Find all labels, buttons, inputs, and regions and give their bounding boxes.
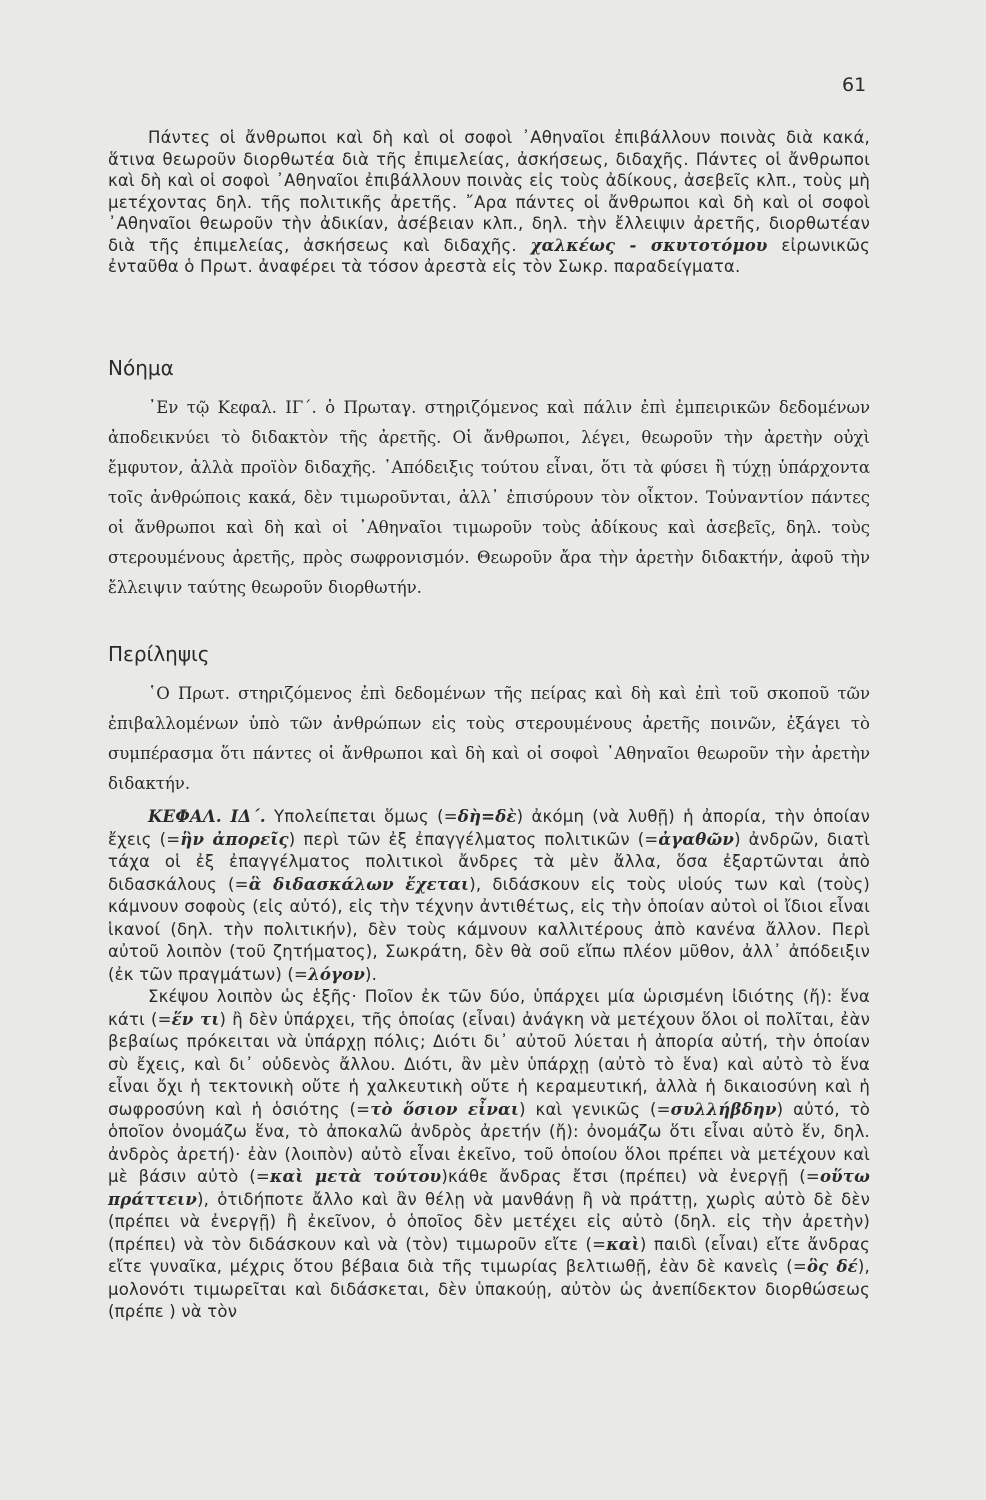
greek-term: οὕτω πράττειν (108, 1167, 871, 1209)
noima-paragraph (108, 393, 870, 603)
text-run: ) περὶ τῶν ἐξ ἐπαγγέλματος πολιτικῶν (= (288, 829, 659, 849)
text-run: ). (365, 964, 378, 984)
text-run: ), ὁτιδήποτε ἄλλο καὶ ἂν θέλῃ νὰ μανθάνῃ ἢ νὰ πράττῃ, χωρὶς αὐτὸ δὲ δὲν (πρέπει νὰ ἐνεργῇ) ἢ ἐκεῖνον, ὁ ὁποῖος δὲν μετέχει εἰς αὐτὸ (δηλ. εἰς τὴν ἀρετὴν) (πρέπει) νὰ τὸν διδάσκουν καὶ νὰ (τὸν) τιμωροῦν εἴτε (= (108, 1189, 870, 1254)
text-run: ) ἀκόμη (νὰ λυθῇ) ἡ ἀπορία, τὴν ὁποίαν ἔχεις (= (108, 807, 870, 849)
perilipsis-paragraph (108, 679, 870, 799)
text-run: ), μολονότι τιμωρεῖται καὶ διδάσκεται, δὲν ὑπακούῃ, αὐτὸν ὡς ἀνεπίδεκτον διορθώσεως (πρέπε ) νὰ τὸν (108, 1257, 870, 1321)
intro-term: χαλκέως - σκυτοτόμου (530, 235, 768, 255)
text-run: ) αὐτό, τὸ ὁποῖον ὀνομάζω ἕνα, τὸ ἀποκαλῶ ἀνδρὸς ἀρετήν (ἤ): ὀνομάζω ὅτι εἶναι αὐτὸ ἕν, δηλ. ἀνδρὸς ἀρετή)· ἐὰν (λοιπὸν) αὐτὸ εἶναι ἐκεῖνο, τοῦ ὁποίου ὅλοι πρέπει νὰ μετέχουν καὶ μὲ βάσιν αὐτὸ (= (108, 1099, 871, 1186)
text-run: )κάθε ἄνδρας ἔτσι (πρέπει) νὰ ἐνεργῇ (= (441, 1167, 820, 1186)
text-run: Υπολείπεται ὅμως (= (274, 807, 458, 826)
text-run: Σκέψου λοιπὸν ὡς ἑξῆς· Ποῖον ἐκ τῶν δύο, ὑπάρχει μία ὡρισμένη ἰδιότης (ἤ): ἕνα κάτι (= (108, 987, 870, 1029)
greek-term: τὸ ὅσιον εἶναι (370, 1099, 520, 1119)
text-run: ), διδάσκουν εἰς τοὺς υἱούς των καὶ (τοὺς) κάμνουν σοφοὺς (εἰς αὐτό), εἰς τὴν τέχνην ἀντιθέτως, εἰς τὴν ὁποίαν αὐτοὶ οἱ ἴδιοι εἶναι ἱκανοί (δηλ. τὴν πολιτικήν), δὲν τοὺς κάμνουν καλλιτέρους ἀπὸ κανένα ἄλλον. Περὶ αὐτοῦ λοιπὸν (τοῦ ζητήματος), Σωκράτη, δὲν θὰ σοῦ εἴπω πλέον μῦθον, ἀλλ᾿ ἀπόδειξιν (ἐκ τῶν πραγμάτων) (= (108, 874, 870, 984)
intro-text (108, 127, 870, 278)
chapter-label: ΚΕΦΑΛ. ΙΔ΄. (148, 807, 266, 826)
greek-term: ἕν τι (171, 1009, 220, 1029)
perilipsis-text: ῾Ο Πρωτ. στηριζόμενος ἐπὶ δεδομένων τῆς πείρας καὶ δὴ καὶ ἐπὶ τοῦ σκοποῦ τῶν ἐπιβαλλομένων ὑπὸ τῶν ἀνθρώπων εἰς τοὺς στερουμένους ἀρετῆς ποινῶν, ἐξάγει τὸ συμπέρασμα ὅτι πάντες οἱ ἄνθρωποι καὶ δὴ καὶ οἱ σοφοὶ ᾿Αθηναῖοι θεωροῦν τὴν ἀρετὴν διδακτήν. (108, 684, 870, 793)
heading-perilipsis: Περίληψις (108, 642, 210, 666)
greek-term: συλλήβδην (670, 1099, 777, 1119)
greek-term: δὴ=δὲ (457, 807, 517, 826)
greek-term: ἣν ἀπορεῖς (180, 829, 289, 849)
greek-term: ἃ διδασκάλων ἔχεται (248, 874, 470, 894)
noima-text: ᾿Εν τῷ Κεφαλ. ΙΓ΄. ὁ Πρωταγ. στηριζόμενος καὶ πάλιν ἐπὶ ἐμπειρικῶν δεδομένων ἀποδεικνύει τὸ διδακτὸν τῆς ἀρετῆς. Οἱ ἄνθρωποι, λέγει, θεωροῦν τὴν ἀρετὴν οὐχὶ ἔμφυτον, ἀλλὰ προϊὸν διδαχῆς. ᾿Απόδειξις τούτου εἶναι, ὅτι τὰ φύσει ἢ τύχῃ ὑπάρχοντα τοῖς ἀνθρώποις κακά, δὲν τιμωροῦνται, ἀλλ᾿ ἐπισύρουν τὸν οἶκτον. Τοὐναντίον πάντες οἱ ἄνθρωποι καὶ δὴ καὶ οἱ ᾿Αθηναῖοι τιμωροῦν τοὺς ἀδίκους καὶ ἀσεβεῖς, δηλ. τοὺς στερουμένους ἀρετῆς, πρὸς σωφρονισμόν. Θεωροῦν ἄρα τὴν ἀρετὴν διδακτήν, ἀφοῦ τὴν ἔλλειψιν ταύτης θεωροῦν διορθωτήν. (108, 398, 870, 597)
greek-term: λόγον (308, 964, 365, 984)
text-run: ) καὶ γενικῶς (= (519, 1099, 671, 1119)
text-run: ) ἢ δὲν ὑπάρχει, τῆς ὁποίας (εἶναι) ἀνάγκη νὰ μετέχουν ὅλοι οἱ πολῖται, ἐὰν βεβαίως πρόκειται νὰ ὑπάρχῃ πόλις; Διότι δι᾿ αὐτοῦ λύεται ἡ ἀπορία αὐτή, τὴν ὁποίαν σὺ ἔχεις, καὶ δι᾿ οὐδενὸς ἄλλου. Διότι, ἂν μὲν ὑπάρχῃ (αὐτὸ τὸ ἕνα) καὶ αὐτὸ τὸ ἕνα εἶναι ὄχι ἡ τεκτονικὴ οὔτε ἡ χαλκευτικὴ οὔτε ἡ κεραμευτική, ἀλλὰ ἡ δικαιοσύνη καὶ ἡ σωφροσύνη καὶ ἡ ὁσιότης (= (108, 1009, 870, 1119)
text-run: ) παιδὶ (εἶναι) εἴτε ἄνδρας εἴτε γυναῖκα, μέχρις ὅτου βέβαια διὰ τῆς τιμωρίας βελτιωθῇ, ἐὰν δὲ κανεὶς (= (108, 1234, 870, 1276)
chapter-section (108, 806, 870, 1324)
chapter-paragraph-2 (108, 986, 870, 1324)
page-number: 61 (842, 74, 867, 96)
intro-text-end: εἰρωνικῶς ἐνταῦθα ὁ Πρωτ. ἀναφέρει τὰ τόσον ἀρεστὰ εἰς τὸν Σωκρ. παραδείγματα. (108, 235, 870, 276)
chapter-paragraph-1 (108, 806, 870, 986)
text-run: ) ἀνδρῶν, διατὶ τάχα οἱ ἐξ ἐπαγγέλματος πολιτικοὶ ἄνδρες τὰ μὲν ἄλλα, ὅσα ἐξαρτῶνται ἀπὸ διδασκάλους (= (108, 829, 870, 894)
heading-noima: Νόημα (108, 356, 174, 380)
intro-text-main: Πάντες οἱ ἄνθρωποι καὶ δὴ καὶ οἱ σοφοὶ ᾿Αθηναῖοι ἐπιβάλλουν ποινὰς διὰ κακά, ἅτινα θεωροῦν διορθωτέα διὰ τῆς ἐπιμελείας, ἀσκήσεως, διδαχῆς. Πάντες οἱ ἄνθρωποι καὶ δὴ καὶ οἱ σοφοὶ ᾿Αθηναῖοι ἐπιβάλλουν ποινὰς εἰς τοὺς ἀδίκους, ἀσεβεῖς κλπ., τοὺς μὴ μετέχοντας δηλ. τῆς πολιτικῆς ἀρετῆς. ῎Αρα πάντες οἱ ἄνθρωποι καὶ δὴ καὶ οἱ σοφοὶ ᾿Αθηναῖοι θεωροῦν τὴν ἀδικίαν, ἀσέβειαν κλπ., δηλ. τὴν ἔλλειψιν ἀρετῆς, διορθωτέαν διὰ τῆς ἐπιμελείας, ἀσκήσεως καὶ διδαχῆς. (108, 128, 870, 255)
greek-term: ὃς δέ (806, 1257, 858, 1276)
greek-term: καὶ (606, 1234, 640, 1254)
greek-term: ἀγαθῶν (658, 829, 735, 849)
greek-term: καὶ μετὰ τούτου (269, 1167, 442, 1186)
intro-paragraph (108, 127, 870, 278)
